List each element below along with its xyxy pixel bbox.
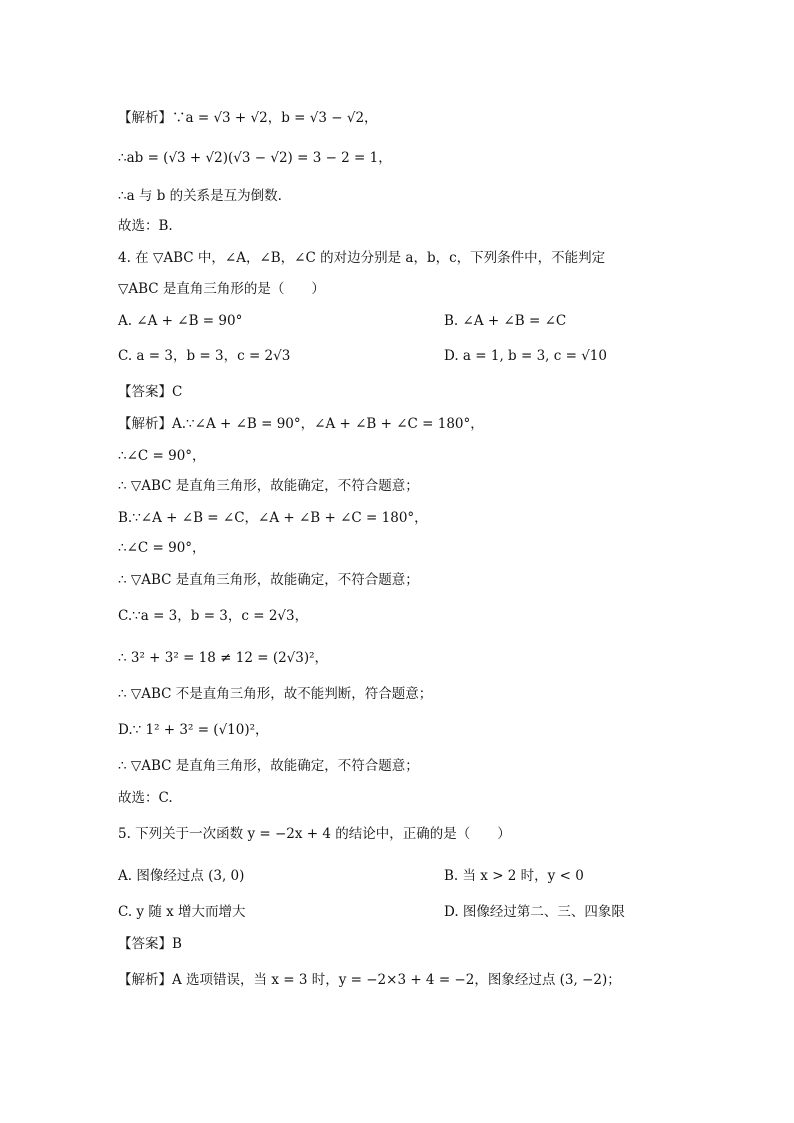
solution-line: ∴ab = (√3 + √2)(√3 − √2) = 3 − 2 = 1， — [118, 150, 392, 166]
solution-line: ∴ ▽ABC 不是直角三角形，故不能判断，符合题意； — [118, 686, 433, 702]
solution-line: ∴a 与 b 的关系是互为倒数. — [118, 188, 282, 204]
answer-label: 【答案】C — [118, 384, 183, 400]
solution-line: ∴ 3² + 3² = 18 ≠ 12 = (2√3)²， — [118, 650, 329, 666]
solution-line: C.∵a = 3，b = 3，c = 2√3， — [118, 608, 309, 624]
option-c: C. y 随 x 增大而增大 — [118, 904, 246, 920]
solution-line: ∴ ▽ABC 是直角三角形，故能确定，不符合题意； — [118, 478, 419, 494]
answer-choice-line: 故选：B. — [118, 218, 173, 234]
question-4-text: ▽ABC 是直角三角形的是（ ） — [118, 281, 325, 297]
option-a: A. ∠A + ∠B = 90° — [118, 313, 243, 329]
question-5-text: 5. 下列关于一次函数 y = −2x + 4 的结论中，正确的是（ ） — [118, 826, 511, 842]
solution-line: 【解析】A.∵∠A + ∠B = 90°，∠A + ∠B + ∠C = 180°， — [118, 416, 484, 432]
option-b: B. 当 x > 2 时，y < 0 — [444, 868, 584, 884]
option-c: C. a = 3，b = 3，c = 2√3 — [118, 348, 291, 364]
solution-line: ∴ ▽ABC 是直角三角形，故能确定，不符合题意； — [118, 572, 419, 588]
solution-line: 【解析】∵a = √3 + √2，b = √3 − √2， — [118, 110, 378, 126]
solution-line: 【解析】A 选项错误，当 x = 3 时，y = −2×3 + 4 = −2，图象经过点 (3, −2)； — [118, 972, 621, 988]
option-b: B. ∠A + ∠B = ∠C — [444, 313, 567, 329]
solution-line: D.∵ 1² + 3² = (√10)²， — [118, 722, 269, 738]
option-d: D. a = 1, b = 3, c = √10 — [444, 348, 607, 364]
solution-line: B.∵∠A + ∠B = ∠C，∠A + ∠B + ∠C = 180°， — [118, 510, 428, 526]
answer-choice-line: 故选：C. — [118, 790, 173, 806]
solution-line: ∴ ▽ABC 是直角三角形，故能确定，不符合题意； — [118, 758, 419, 774]
question-4-text: 4. 在 ▽ABC 中，∠A，∠B，∠C 的对边分别是 a，b，c，下列条件中，不能判定 — [118, 250, 606, 266]
option-d: D. 图像经过第二、三、四象限 — [444, 904, 625, 920]
option-a: A. 图像经过点 (3, 0) — [118, 868, 245, 884]
answer-label: 【答案】B — [118, 936, 182, 952]
solution-line: ∴∠C = 90°， — [118, 448, 206, 464]
solution-line: ∴∠C = 90°， — [118, 540, 206, 556]
